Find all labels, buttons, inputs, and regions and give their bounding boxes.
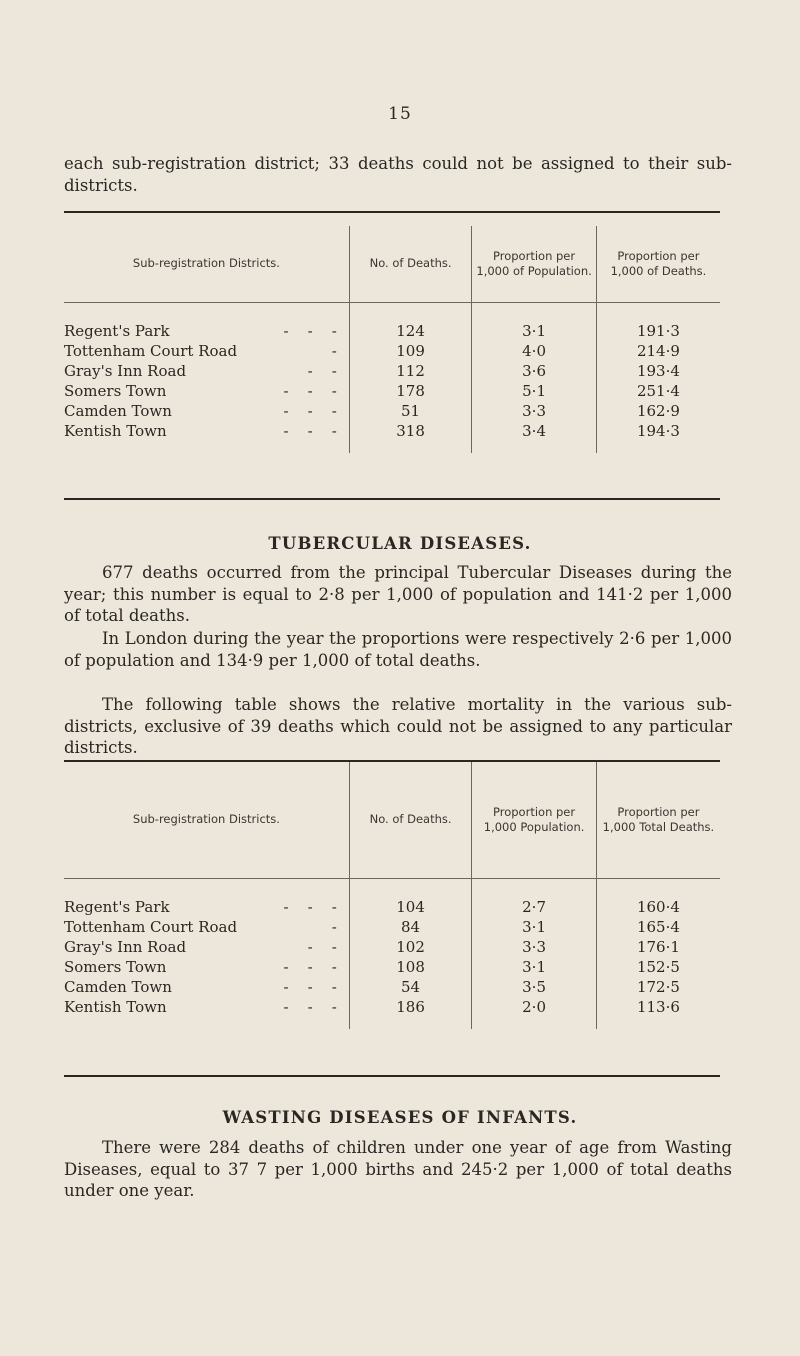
district-name: Regent's Park bbox=[64, 897, 170, 916]
per-population-value: 2·7 bbox=[472, 897, 597, 917]
district-name: Kentish Town bbox=[64, 421, 167, 440]
table1-header-district: Sub-registration Districts. bbox=[64, 226, 349, 302]
per-deaths-value: 191·3 bbox=[596, 321, 720, 341]
deaths-value: 54 bbox=[349, 977, 471, 997]
per-deaths-value: 152·5 bbox=[596, 957, 720, 977]
intro-paragraph: each sub-registration district; 33 deaths could not be assigned to their sub-districts. bbox=[64, 154, 732, 195]
per-deaths-value: 172·5 bbox=[596, 977, 720, 997]
deaths-value: 51 bbox=[349, 401, 471, 421]
table-row: Gray's Inn Road - - 112 3·6 193·4 bbox=[64, 361, 720, 381]
district-name: Camden Town bbox=[64, 401, 172, 420]
per-population-value: 5·1 bbox=[472, 381, 597, 401]
per-deaths-value: 176·1 bbox=[596, 937, 720, 957]
table2-bottom-rule bbox=[64, 1075, 720, 1077]
per-deaths-value: 113·6 bbox=[596, 997, 720, 1017]
per-deaths-value: 194·3 bbox=[596, 421, 720, 441]
deaths-value: 104 bbox=[349, 897, 471, 917]
table-row: Somers Town - - - 108 3·1 152·5 bbox=[64, 957, 720, 977]
table2-header-deaths: No. of Deaths. bbox=[349, 762, 471, 878]
table2-header-per-deaths: Proportion per 1,000 Total Deaths. bbox=[596, 762, 720, 878]
table-row: Camden Town - - - 54 3·5 172·5 bbox=[64, 977, 720, 997]
district-name: Somers Town bbox=[64, 957, 167, 976]
table1-top-rule bbox=[64, 211, 720, 213]
tubercular-paragraph-2: In London during the year the proportions were respectively 2·6 per 1,000 of population and 134·9 per 1,000 of total deaths. bbox=[64, 629, 732, 670]
table1-header-per-deaths: Proportion per 1,000 of Deaths. bbox=[596, 226, 720, 302]
table-row: Regent's Park - - - 104 2·7 160·4 bbox=[64, 897, 720, 917]
deaths-value: 102 bbox=[349, 937, 471, 957]
deaths-value: 186 bbox=[349, 997, 471, 1017]
section-heading-tubercular: TUBERCULAR DISEASES. bbox=[268, 534, 532, 553]
deaths-value: 84 bbox=[349, 917, 471, 937]
deaths-value: 318 bbox=[349, 421, 471, 441]
deaths-value: 108 bbox=[349, 957, 471, 977]
table-row: Somers Town - - - 178 5·1 251·4 bbox=[64, 381, 720, 401]
district-name: Gray's Inn Road bbox=[64, 937, 187, 956]
per-deaths-value: 251·4 bbox=[596, 381, 720, 401]
table1-header-deaths: No. of Deaths. bbox=[349, 226, 471, 302]
district-name: Tottenham Court Road bbox=[64, 917, 238, 936]
table2-header-district: Sub-registration Districts. bbox=[64, 762, 349, 878]
deaths-value: 124 bbox=[349, 321, 471, 341]
tubercular-paragraph-1: 677 deaths occurred from the principal Tubercular Diseases during the year; this number is equal to 2·8 per 1,000 of population and 141·2 per 1,000 of total deaths. bbox=[64, 563, 732, 625]
district-name: Tottenham Court Road bbox=[64, 341, 238, 360]
page-number: 15 bbox=[388, 104, 412, 124]
table1-bottom-rule bbox=[64, 498, 720, 500]
per-population-value: 3·6 bbox=[472, 361, 597, 381]
district-name: Kentish Town bbox=[64, 997, 167, 1016]
tubercular-paragraph-3: The following table shows the relative mortality in the various sub-districts, exclusive of 39 deaths which could not be assigned to any particular districts. bbox=[64, 695, 732, 757]
per-deaths-value: 193·4 bbox=[596, 361, 720, 381]
per-population-value: 2·0 bbox=[472, 997, 597, 1017]
district-name: Regent's Park bbox=[64, 321, 170, 340]
district-name: Camden Town bbox=[64, 977, 172, 996]
deaths-value: 112 bbox=[349, 361, 471, 381]
per-deaths-value: 160·4 bbox=[596, 897, 720, 917]
district-name: Somers Town bbox=[64, 381, 167, 400]
per-population-value: 4·0 bbox=[472, 341, 597, 361]
table-row: Gray's Inn Road - - 102 3·3 176·1 bbox=[64, 937, 720, 957]
per-population-value: 3·1 bbox=[472, 321, 597, 341]
district-name: Gray's Inn Road bbox=[64, 361, 187, 380]
per-population-value: 3·1 bbox=[472, 957, 597, 977]
table-row: Tottenham Court Road - 84 3·1 165·4 bbox=[64, 917, 720, 937]
table1-header-per-population: Proportion per 1,000 of Population. bbox=[472, 226, 597, 302]
per-deaths-value: 162·9 bbox=[596, 401, 720, 421]
table-row: Tottenham Court Road - 109 4·0 214·9 bbox=[64, 341, 720, 361]
section-heading-wasting: WASTING DISEASES OF INFANTS. bbox=[222, 1108, 578, 1127]
table-row: Kentish Town - - - 318 3·4 194·3 bbox=[64, 421, 720, 441]
per-population-value: 3·5 bbox=[472, 977, 597, 997]
table2-header-per-population: Proportion per 1,000 Population. bbox=[472, 762, 597, 878]
table2-tubercular-deaths bbox=[64, 762, 720, 1029]
deaths-value: 178 bbox=[349, 381, 471, 401]
per-population-value: 3·3 bbox=[472, 401, 597, 421]
table-row: Camden Town - - - 51 3·3 162·9 bbox=[64, 401, 720, 421]
wasting-paragraph-1: There were 284 deaths of children under one year of age from Wasting Diseases, equal to 37 7 per 1,000 births and 245·2 per 1,000 of total deaths under one year. bbox=[64, 1138, 732, 1200]
table1-sub-district-deaths bbox=[64, 226, 720, 453]
per-deaths-value: 214·9 bbox=[596, 341, 720, 361]
table-row: Regent's Park - - - 124 3·1 191·3 bbox=[64, 321, 720, 341]
per-deaths-value: 165·4 bbox=[596, 917, 720, 937]
per-population-value: 3·1 bbox=[472, 917, 597, 937]
per-population-value: 3·4 bbox=[472, 421, 597, 441]
per-population-value: 3·3 bbox=[472, 937, 597, 957]
table-row: Kentish Town - - - 186 2·0 113·6 bbox=[64, 997, 720, 1017]
deaths-value: 109 bbox=[349, 341, 471, 361]
